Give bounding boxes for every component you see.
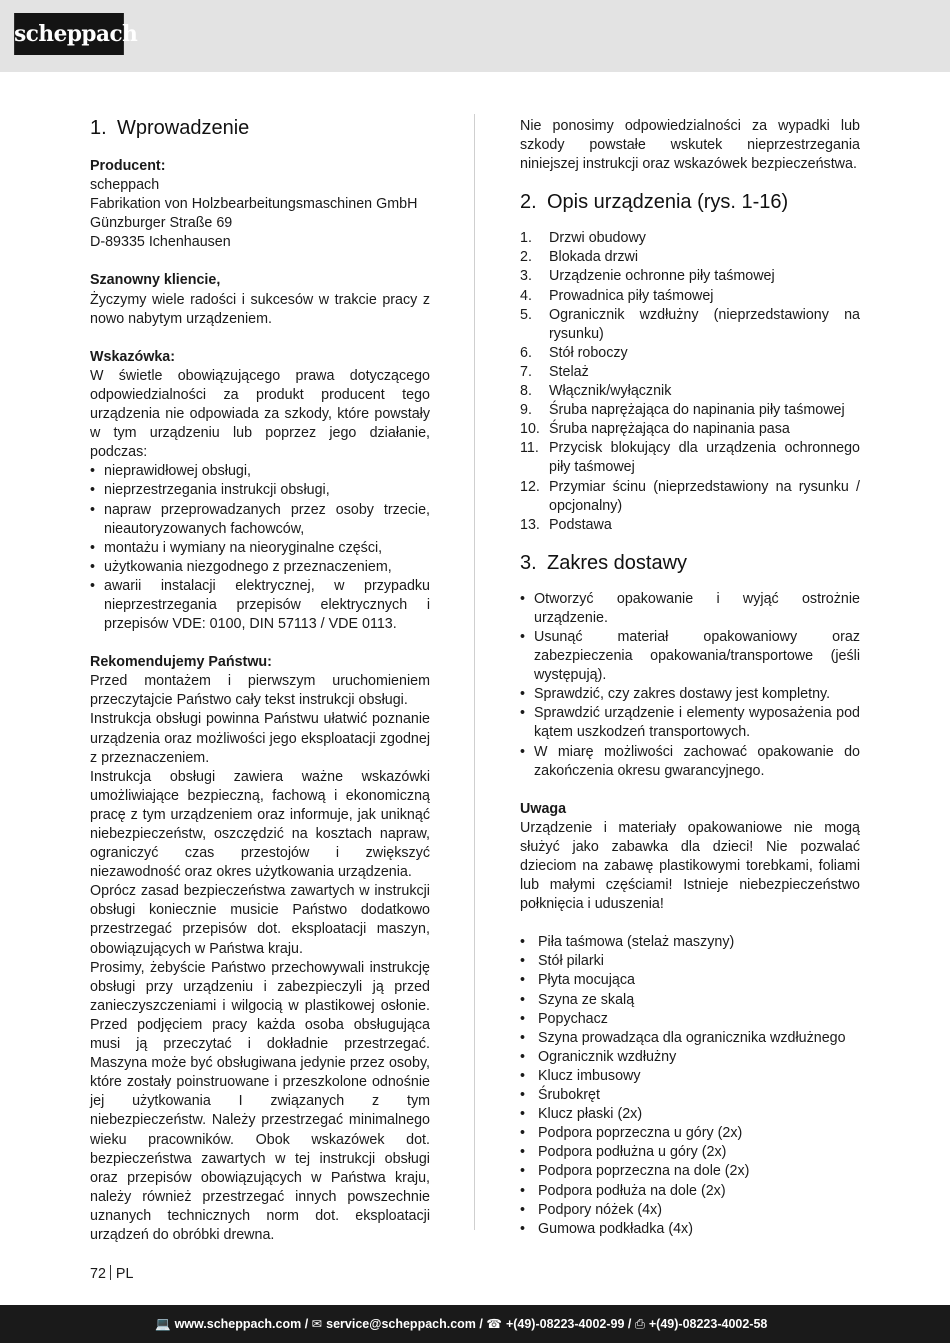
recommend-paragraph: Instrukcja obsługi zawiera ważne wskazówki umożliwiające bezpieczną, fachową i ekonomiczną pracę z tym urządzeniem oraz informuje, jak uniknąć niebezpieczeństw, oszczędzić na kosztach napraw, ograniczyć czas przestojów i zwiększyć niezawodność oraz okres użytkowania urządzenia. — [90, 768, 430, 881]
producer-line: Fabrikation von Holzbearbeitungsmaschinen GmbH — [90, 196, 418, 213]
list-item: 4. Prowadnica piły taśmowej — [520, 287, 714, 304]
list-item: • Klucz płaski (2x) — [520, 1106, 643, 1123]
phone-number: +(49)-08223-4002-99 / — [505, 1317, 632, 1331]
list-item: • Szyna prowadząca dla ogranicznika wzdłużnego — [520, 1029, 846, 1046]
dear-customer-text: Życzymy wiele radości i sukcesów w trakcie pracy z nowo nabytym urządzeniem. — [90, 291, 430, 327]
recommend-label: Rekomendujemy Państwu: — [90, 654, 272, 671]
producer-line: D-89335 Ichenhausen — [90, 234, 231, 251]
note-text: W świetle obowiązującego prawa dotyczącego odpowiedzialności za produkt producent tego urządzenia nie odpowiada za szkody, które powstały w tym urządzeniu lub poprzez jego działanie, podczas: — [90, 367, 430, 461]
list-item: 3. Urządzenie ochronne piły taśmowej — [520, 268, 775, 285]
note-label: Wskazówka: — [90, 348, 176, 365]
list-item: 1. Drzwi obudowy — [520, 230, 646, 247]
delivery-steps-list — [520, 590, 860, 781]
column-divider — [474, 114, 475, 1230]
footer-contacts — [155, 1315, 767, 1333]
recommend-paragraph: Prosimy, żebyście Państwo przechowywali instrukcję obsługi przy urządzeniu i zabezpieczyli ją przed zanieczyszczeniami i wilgocią w plastikowej osłonie. Przed podjęciem pracy każda osoba obsługująca musi ją przeczytać i dokładnie przestrzegać. Maszyna może być obsługiwana jedynie przez osoby, które zostały poinstruowane i przeszkolone odnośnie jej użytkowania I związanych z tym niebezpieczeństw. Należy przestrzegać minimalnego wieku pracowników. Obok wskazówek dot. bezpieczeństwa zawartych w tej instrukcji obsługi oraz przepisów obowiązujących w Państwa kraju, należy również przestrzegać innych powszechnie uznanych technicznych norm dot. eksploatacji urządzeń do obróbki drewna. — [90, 959, 430, 1243]
computer-icon: 💻 — [155, 1317, 171, 1331]
delivery-contents-list — [520, 933, 860, 1239]
list-item: 2. Blokada drzwi — [520, 249, 638, 266]
list-item: • Śrubokręt — [520, 1087, 600, 1104]
warning-label: Uwaga — [520, 800, 567, 817]
email-link[interactable]: service@scheppach.com / — [326, 1317, 483, 1331]
list-item: • Podpora podłużna u góry (2x) — [520, 1144, 727, 1161]
list-item: • montażu i wymiany na nieoryginalne części, — [90, 539, 383, 556]
recommend-paragraph: Oprócz zasad bezpieczeństwa zawartych w instrukcji obsługi koniecznie musicie Państwo dodatkowo przestrzegać przepisów dot. eksploatacji maszyn, obowiązujących w Państwa kraju. — [90, 883, 430, 957]
list-item: • Szyna ze skalą — [520, 991, 635, 1008]
section-title-scope-of-delivery: 3. Zakres dostawy — [520, 551, 688, 574]
list-item: • Podpora poprzeczna u góry (2x) — [520, 1125, 743, 1142]
section-title-device-description: 2. Opis urządzenia (rys. 1-16) — [520, 191, 789, 214]
list-item: • Ogranicznik wzdłużny — [520, 1048, 677, 1065]
warning-text: Urządzenie i materiały opakowaniowe nie mogą służyć jako zabawka dla dzieci! Nie pozwalać dzieciom na zabawę plastikowymi torebkami, foliami lub małymi częściami! Istnieje niebezpieczeństwo połknięcia i uduszenia! — [520, 819, 860, 913]
right-column — [520, 117, 860, 1239]
list-item: • Stół pilarki — [520, 953, 604, 970]
header-band — [0, 0, 950, 72]
list-item: • użytkowania niezgodnego z przeznaczeniem, — [90, 558, 392, 575]
list-item: • napraw przeprowadzanych przez osoby trzecie, nieautoryzowanych fachowców, — [90, 501, 430, 537]
list-item: • Usunąć materiał opakowaniowy oraz zabezpieczenia opakowania/transportowe (jeśli występują). — [520, 628, 860, 684]
producer-line: Günzburger Straße 69 — [90, 215, 233, 232]
list-item: 7. Stelaż — [520, 363, 589, 380]
list-item: • Piła taśmowa (stelaż maszyny) — [520, 934, 735, 951]
list-item: • nieprawidłowej obsługi, — [90, 463, 252, 480]
fax-icon: ⎙ — [634, 1317, 645, 1331]
list-item: • Popychacz — [520, 1010, 608, 1027]
note-list — [90, 462, 430, 634]
recommend-paragraph: Instrukcja obsługi powinna Państwu ułatwić poznanie urządzenia oraz możliwości jego eksploatacji zgodnej z przeznaczeniem. — [90, 711, 430, 766]
list-item: 8. Włącznik/wyłącznik — [520, 383, 672, 400]
list-item: 5. Ogranicznik wzdłużny (nieprzedstawiony na rysunku) — [520, 306, 860, 342]
list-item: 9. Śruba naprężająca do napinania piły taśmowej — [520, 402, 845, 419]
parts-list — [520, 229, 860, 535]
section-title-introduction: 1. Wprowadzenie — [90, 117, 250, 139]
list-item: 12. Przymiar ścinu (nieprzedstawiony na rysunku / opcjonalny) — [520, 478, 860, 514]
list-item: • nieprzestrzegania instrukcji obsługi, — [90, 482, 330, 499]
list-item: • Sprawdzić, czy zakres dostawy jest kompletny. — [520, 686, 831, 703]
list-item: • W miarę możliwości zachować opakowanie do zakończenia okresu gwarancyjnego. — [520, 743, 860, 779]
producer-line: scheppach — [90, 177, 160, 194]
list-item: 13. Podstawa — [520, 516, 612, 533]
list-item: 11. Przycisk blokujący dla urządzenia ochronnego piły taśmowej — [520, 440, 860, 476]
list-item: • Podpora poprzeczna na dole (2x) — [520, 1163, 750, 1180]
list-item: • Płyta mocująca — [520, 972, 635, 989]
producer-label: Producent: — [90, 158, 166, 174]
website-link[interactable]: www.scheppach.com / — [174, 1317, 309, 1331]
list-item: • Sprawdzić urządzenie i elementy wyposażenia pod kątem uszkodzeń transportowych. — [520, 705, 860, 741]
mail-icon: ✉ — [311, 1317, 323, 1331]
left-column — [90, 117, 430, 1245]
footer-band — [0, 1305, 950, 1343]
page-number: 72 PL — [90, 1266, 134, 1282]
list-item: • Otworzyć opakowanie i wyjąć ostrożnie urządzenie. — [520, 590, 860, 626]
list-item: • Podpora podłuża na dole (2x) — [520, 1182, 726, 1199]
fax-number: +(49)-08223-4002-58 — [648, 1317, 768, 1331]
recommend-paragraph: Przed montażem i pierwszym uruchomieniem przeczytajcie Państwo cały tekst instrukcji obsługi. — [90, 673, 430, 709]
list-item: 10. Śruba naprężająca do napinania pasa — [520, 421, 790, 438]
phone-icon: ☎ — [486, 1317, 502, 1331]
list-item: • awarii instalacji elektrycznej, w przypadku nieprzestrzegania przepisów elektrycznych i przepisów VDE: 0100, DIN 57113 / VDE 0113. — [90, 577, 430, 633]
dear-customer-label: Szanowny kliencie, — [90, 272, 221, 289]
list-item: • Gumowa podkładka (4x) — [520, 1220, 693, 1237]
list-item: • Podpory nóżek (4x) — [520, 1201, 662, 1218]
list-item: 6. Stół roboczy — [520, 344, 628, 361]
liability-text: Nie ponosimy odpowiedzialności za wypadki lub szkody powstałe wskutek nieprzestrzegania niniejszej instrukcji oraz wskazówek bezpieczeństwa. — [520, 118, 860, 173]
list-item: • Klucz imbusowy — [520, 1067, 641, 1084]
scheppach-logo: scheppach — [14, 13, 124, 55]
